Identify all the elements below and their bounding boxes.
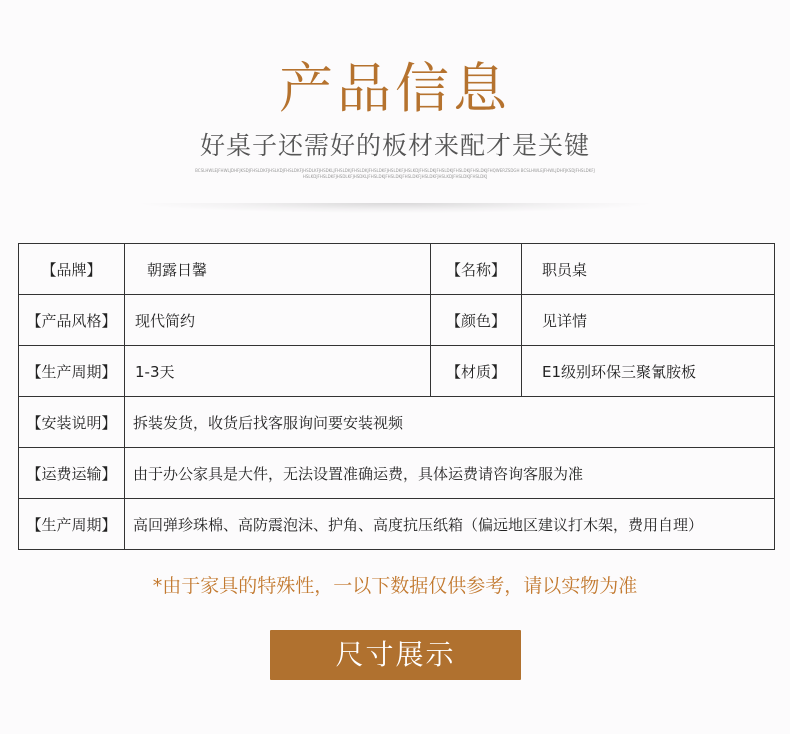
table-row	[19, 295, 775, 346]
table-row	[19, 244, 775, 295]
size-display-button[interactable]: 尺寸展示	[270, 630, 521, 680]
decorative-fineprint: BCSLHWLEJFHWLJDHFJKSDJFHSLDKFJHSLKDJFHSLDKFJHSDLKFJHSDKLJFHSLDKJFHSLDKJFHSLDKFJHSLDKFJHSLKDJFHSLDKJFHSLDKJFHSLDKJFHSLDKJFHQWERZSDGH BCSLHWLEJFHWLJDHFJKSDJFHSLDKFJHSLKDJFHSLDKFJHSDLKFJHSDKLJFHSLDKJFHSLDKJFHSLDKFJHSLDKFJHSLKDJFHSLDKJFHSLDKJ	[195, 168, 595, 179]
spec-label-color: 【颜色】	[431, 295, 522, 346]
table-row	[19, 448, 775, 499]
spec-value-packaging: 高回弹珍珠棉、高防震泡沫、护角、高度抗压纸箱（偏远地区建议打木架，费用自理）	[125, 499, 775, 550]
table-row	[19, 499, 775, 550]
spec-value-installation: 拆装发货，收货后找客服询问要安装视频	[125, 397, 775, 448]
spec-value-brand: 朝露日馨	[125, 244, 431, 295]
page-title: 产品信息	[279, 57, 511, 120]
spec-value-production-cycle: 1-3天	[125, 346, 431, 397]
spec-label-name: 【名称】	[431, 244, 522, 295]
header-divider-shadow	[140, 203, 650, 213]
spec-value-name: 职员桌	[522, 244, 775, 295]
spec-label-installation: 【安装说明】	[19, 397, 125, 448]
spec-label-style: 【产品风格】	[19, 295, 125, 346]
spec-label-brand: 【品牌】	[19, 244, 125, 295]
page-subtitle: 好桌子还需好的板材来配才是关键	[199, 131, 590, 160]
spec-label-production-cycle: 【生产周期】	[19, 346, 125, 397]
spec-value-style: 现代简约	[125, 295, 431, 346]
table-row	[19, 346, 775, 397]
product-spec-table	[18, 243, 775, 550]
spec-label-material: 【材质】	[431, 346, 522, 397]
spec-value-color: 见详情	[522, 295, 775, 346]
spec-value-material: E1级别环保三聚氰胺板	[522, 346, 775, 397]
spec-label-shipping: 【运费运输】	[19, 448, 125, 499]
spec-label-packaging: 【生产周期】	[19, 499, 125, 550]
disclaimer-notice: *由于家具的特殊性，一以下数据仅供参考，请以实物为准	[152, 575, 638, 597]
table-row	[19, 397, 775, 448]
spec-value-shipping: 由于办公家具是大件，无法设置准确运费，具体运费请咨询客服为准	[125, 448, 775, 499]
